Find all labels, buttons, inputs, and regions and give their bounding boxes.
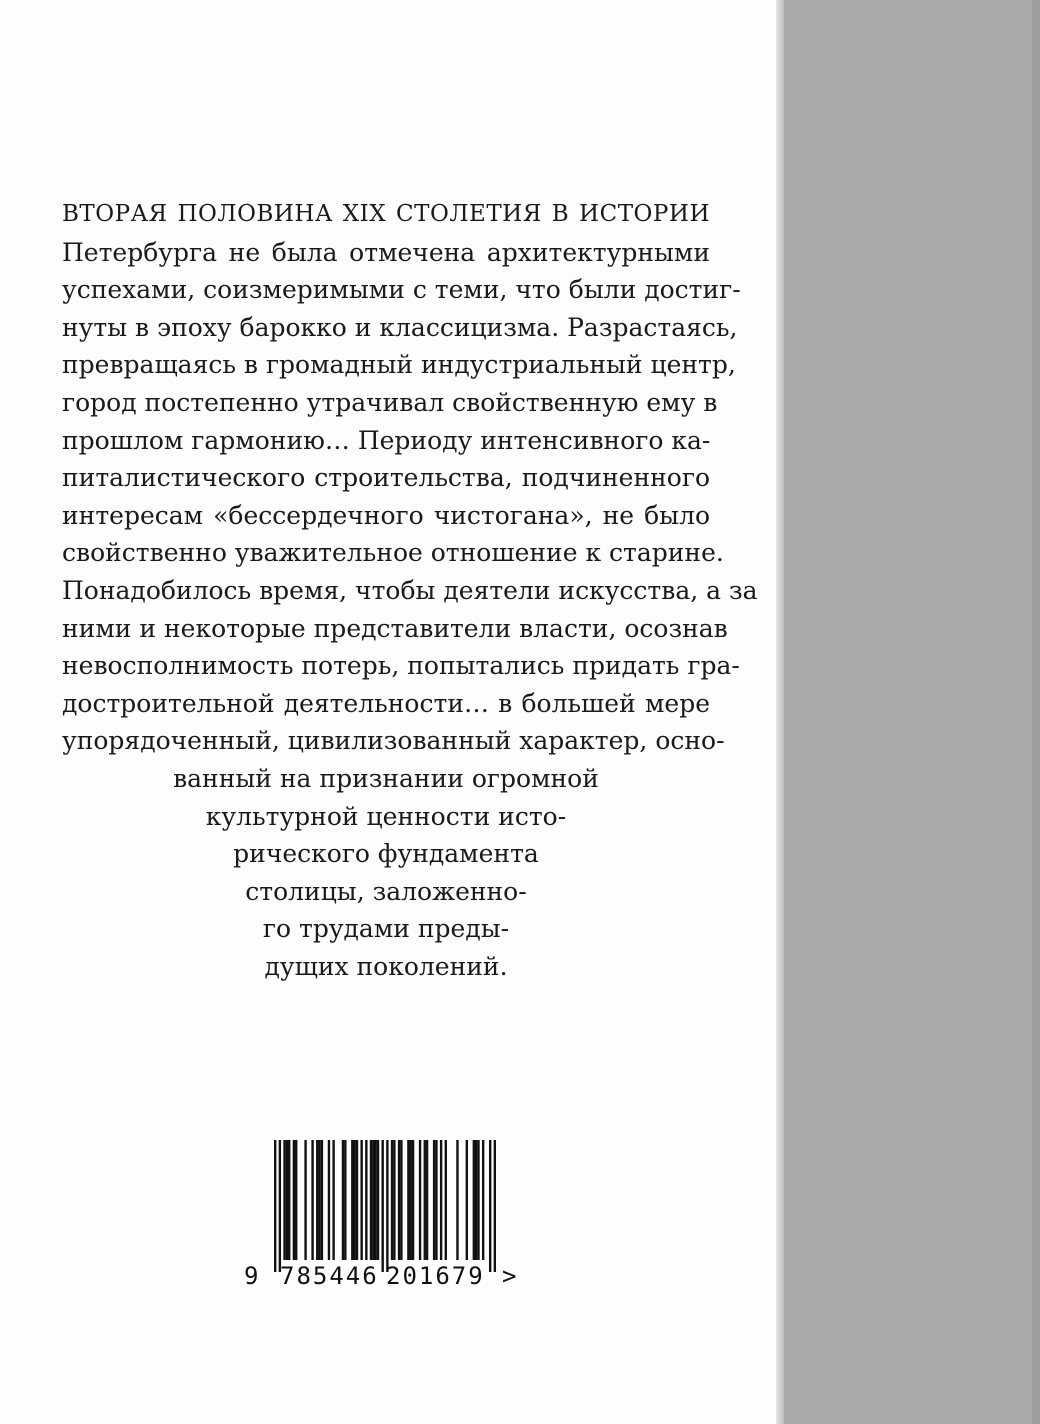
barcode-bar <box>407 1140 409 1260</box>
barcode-bar <box>433 1140 435 1260</box>
barcode-bar <box>426 1140 428 1260</box>
blurb-line: достроительной деятельности… в большей мере <box>62 688 710 718</box>
blurb-line: интересам «бессердечного чистогана», не было <box>62 500 710 530</box>
barcode-bar <box>419 1140 421 1260</box>
blurb-line: ВТОРАЯ ПОЛОВИНА XIX СТОЛЕТИЯ В ИСТОРИИ <box>62 201 710 227</box>
barcode-bar <box>381 1140 383 1272</box>
barcode-bar <box>440 1140 442 1260</box>
barcode-bar <box>374 1140 376 1260</box>
barcode-bar <box>377 1140 379 1260</box>
isbn-barcode <box>240 1140 530 1300</box>
barcode-bar <box>286 1140 288 1260</box>
barcode-bars <box>274 1140 496 1272</box>
barcode-bar <box>466 1140 468 1260</box>
barcode-bar <box>473 1140 475 1260</box>
blurb-line: свойственно уважительное отношение к старине. <box>62 538 724 568</box>
blurb-line: Понадобилось время, чтобы деятели искусства, а за <box>62 575 758 605</box>
barcode-bar <box>445 1140 447 1260</box>
blurb-line: ванный на признании огромной <box>173 763 599 793</box>
barcode-bar <box>494 1140 496 1272</box>
barcode-bar <box>386 1140 388 1272</box>
barcode-bar <box>293 1140 295 1260</box>
blurb-line: прошлом гармонию… Периоду интенсивного ка- <box>62 425 711 455</box>
blurb-line: столицы, заложенно- <box>245 876 527 906</box>
barcode-bar <box>351 1140 353 1260</box>
barcode-bar <box>353 1140 355 1260</box>
isbn-first-digit: 9 <box>244 1262 259 1290</box>
barcode-bar <box>370 1140 372 1260</box>
spine-edge <box>1032 0 1040 1424</box>
barcode-bar <box>412 1140 414 1260</box>
barcode-bar <box>360 1140 362 1260</box>
barcode-bar <box>435 1140 437 1260</box>
blurb-line: нуты в эпоху барокко и классицизма. Разрастаясь, <box>62 312 738 342</box>
blurb-line: питалистического строительства, подчиненного <box>62 463 710 493</box>
barcode-bar <box>332 1140 334 1260</box>
barcode-bar <box>288 1140 290 1260</box>
barcode-bar <box>410 1140 412 1260</box>
barcode-bar <box>321 1140 323 1260</box>
barcode-bar <box>477 1140 479 1260</box>
isbn-left-group: 785446 <box>280 1262 379 1290</box>
barcode-bar <box>318 1140 320 1260</box>
blurb-text <box>62 196 758 985</box>
barcode-bar <box>489 1140 491 1272</box>
barcode-bar <box>316 1140 318 1260</box>
blurb-line: город постепенно утрачивал свойственную ему в <box>62 387 718 417</box>
barcode-bar <box>400 1140 402 1260</box>
barcode-bar <box>424 1140 426 1260</box>
barcode-bar <box>304 1140 306 1260</box>
barcode-bar <box>393 1140 395 1260</box>
barcode-bar <box>365 1140 367 1260</box>
blurb-line: рического фундамента <box>233 839 539 869</box>
blurb-line: упорядоченный, цивилизованный характер, осно- <box>62 726 725 756</box>
blurb-line: превращаясь в громадный индустриальный центр, <box>62 350 736 380</box>
barcode-bar <box>311 1140 313 1260</box>
barcode-bar <box>391 1140 393 1260</box>
spine-fold-shadow <box>776 0 784 1424</box>
barcode-bar <box>475 1140 477 1260</box>
barcode-bar <box>456 1140 458 1260</box>
isbn-right-group: 201679 <box>386 1262 485 1290</box>
barcode-bar <box>344 1140 346 1260</box>
blurb-line: культурной ценности исто- <box>205 801 567 831</box>
barcode-bar <box>283 1140 285 1260</box>
barcode-bar <box>295 1140 297 1260</box>
blurb-line: Петербурга не была отмечена архитектурными <box>62 237 710 267</box>
barcode-bar <box>482 1140 484 1260</box>
barcode-bar <box>328 1140 330 1260</box>
isbn-digits <box>240 1262 530 1302</box>
book-spine <box>784 0 1040 1424</box>
barcode-bar <box>342 1140 344 1260</box>
blurb-line: дущих поколений. <box>264 951 508 981</box>
barcode-bar <box>279 1140 281 1272</box>
isbn-end-mark: > <box>502 1262 517 1290</box>
barcode-bar <box>356 1140 358 1260</box>
barcode-bar <box>274 1140 276 1272</box>
blurb-line: го трудами преды- <box>262 914 510 944</box>
blurb-line: ними и некоторые представители власти, осознав <box>62 613 728 643</box>
barcode-bar <box>398 1140 400 1260</box>
blurb-line: невосполнимость потерь, попытались придать гра- <box>62 651 740 681</box>
blurb-line: успехами, соизмеримыми с теми, что были достиг- <box>62 275 741 305</box>
barcode-bar <box>372 1140 374 1260</box>
